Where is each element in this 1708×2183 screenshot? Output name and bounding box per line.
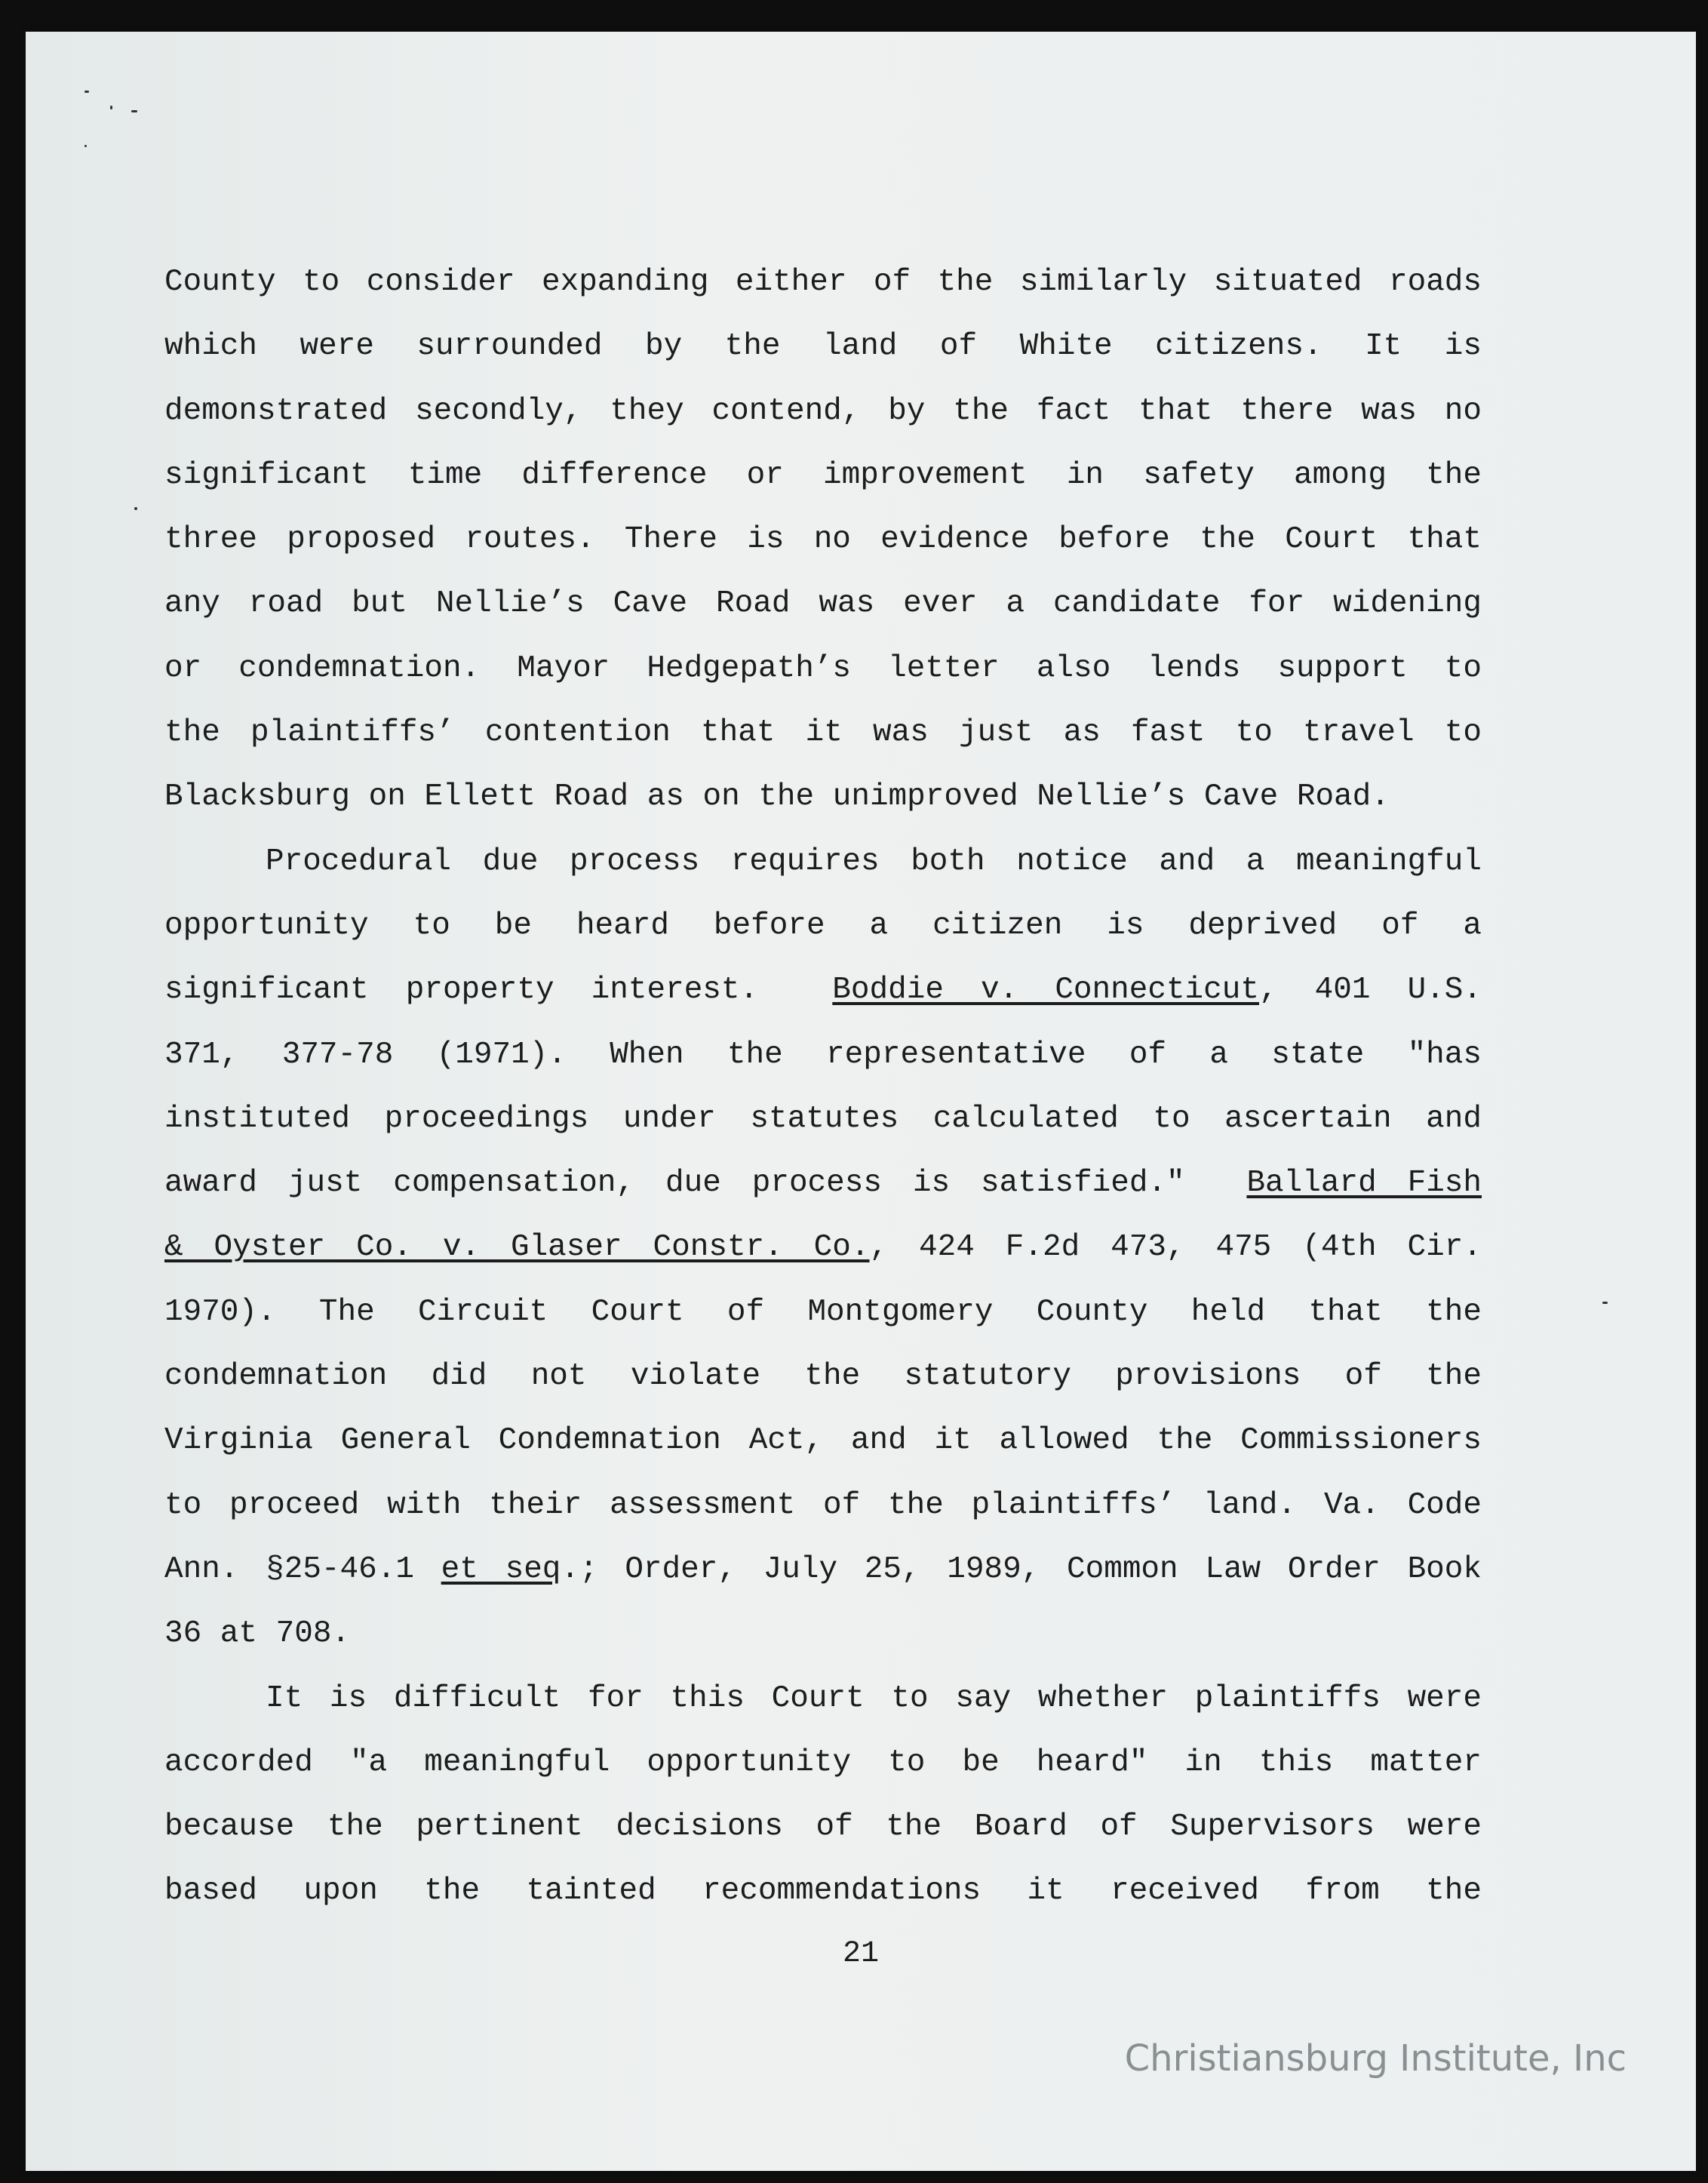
text-line: which were surrounded by the land of White citizens. It is <box>164 329 1482 364</box>
document-page <box>26 32 1696 2171</box>
scan-speck <box>84 91 89 93</box>
scan-speck <box>84 145 87 147</box>
text-line: opportunity to be heard before a citizen is deprived of a <box>164 908 1482 943</box>
text-line: because the pertinent decisions of the Board of Supervisors were <box>164 1809 1482 1845</box>
watermark-text: Christiansburg Institute, Inc <box>1124 2037 1627 2080</box>
text-line: significant time difference or improvement in safety among the <box>164 457 1482 493</box>
text-line: Virginia General Condemnation Act, and it allowed the Commissioners <box>164 1423 1482 1459</box>
text-line: 371, 377-78 (1971). When the representative of a state "has <box>164 1037 1482 1072</box>
scan-speck <box>1602 1302 1608 1304</box>
text-line: the plaintiffs’ contention that it was just as fast to travel to <box>164 715 1482 751</box>
text-segment: award just compensation, due process is satisfied." <box>164 1166 1247 1201</box>
text-segment: , 401 U.S. <box>1258 973 1482 1008</box>
scan-speck <box>110 106 112 109</box>
text-segment: , 424 F.2d 473, 475 (4th Cir. <box>869 1230 1482 1265</box>
case-citation: & Oyster Co. v. Glaser Constr. Co. <box>164 1230 870 1265</box>
text-line: accorded "a meaningful opportunity to be heard" in this matter <box>164 1745 1482 1780</box>
text-line: County to consider expanding either of the similarly situated roads <box>164 265 1482 300</box>
scan-speck <box>134 507 137 510</box>
text-line <box>164 1538 1482 1602</box>
text-line: 36 at 708. <box>164 1616 351 1652</box>
text-line: Blacksburg on Ellett Road as on the unimproved Nellie’s Cave Road. <box>164 779 1390 815</box>
text-line <box>164 1151 1482 1216</box>
text-segment: Ann. §25-46.1 <box>164 1551 441 1587</box>
text-line: 1970). The Circuit Court of Montgomery County held that the <box>164 1294 1482 1330</box>
scan-speck <box>131 110 137 112</box>
page-number: 21 <box>842 1937 879 1971</box>
text-line: three proposed routes. There is no evidence before the Court that <box>164 522 1482 558</box>
text-line: any road but Nellie’s Cave Road was ever a candidate for widening <box>164 586 1482 622</box>
text-line: condemnation did not violate the statutory provisions of the <box>164 1359 1482 1394</box>
body-text <box>164 251 1482 1924</box>
case-citation: Ballard Fish <box>1246 1166 1482 1201</box>
text-line: instituted proceedings under statutes calculated to ascertain and <box>164 1101 1482 1136</box>
text-line: Procedural due process requires both notice and a meaningful <box>266 844 1482 879</box>
text-line <box>164 958 1482 1022</box>
case-citation: Boddie v. Connecticut <box>832 973 1259 1008</box>
text-line: demonstrated secondly, they contend, by the fact that there was no <box>164 393 1482 429</box>
text-line <box>164 1216 1482 1280</box>
text-segment: significant property interest. <box>164 973 833 1008</box>
text-line: based upon the tainted recommendations it received from the <box>164 1874 1482 1909</box>
text-line: It is difficult for this Court to say whether plaintiffs were <box>266 1680 1482 1716</box>
text-line: or condemnation. Mayor Hedgepath’s letter also lends support to <box>164 650 1482 686</box>
latin-term: et seq <box>441 1551 561 1587</box>
text-line: to proceed with their assessment of the plaintiffs’ land. Va. Code <box>164 1487 1482 1523</box>
text-segment: .; Order, July 25, 1989, Common Law Order Book <box>561 1551 1482 1587</box>
